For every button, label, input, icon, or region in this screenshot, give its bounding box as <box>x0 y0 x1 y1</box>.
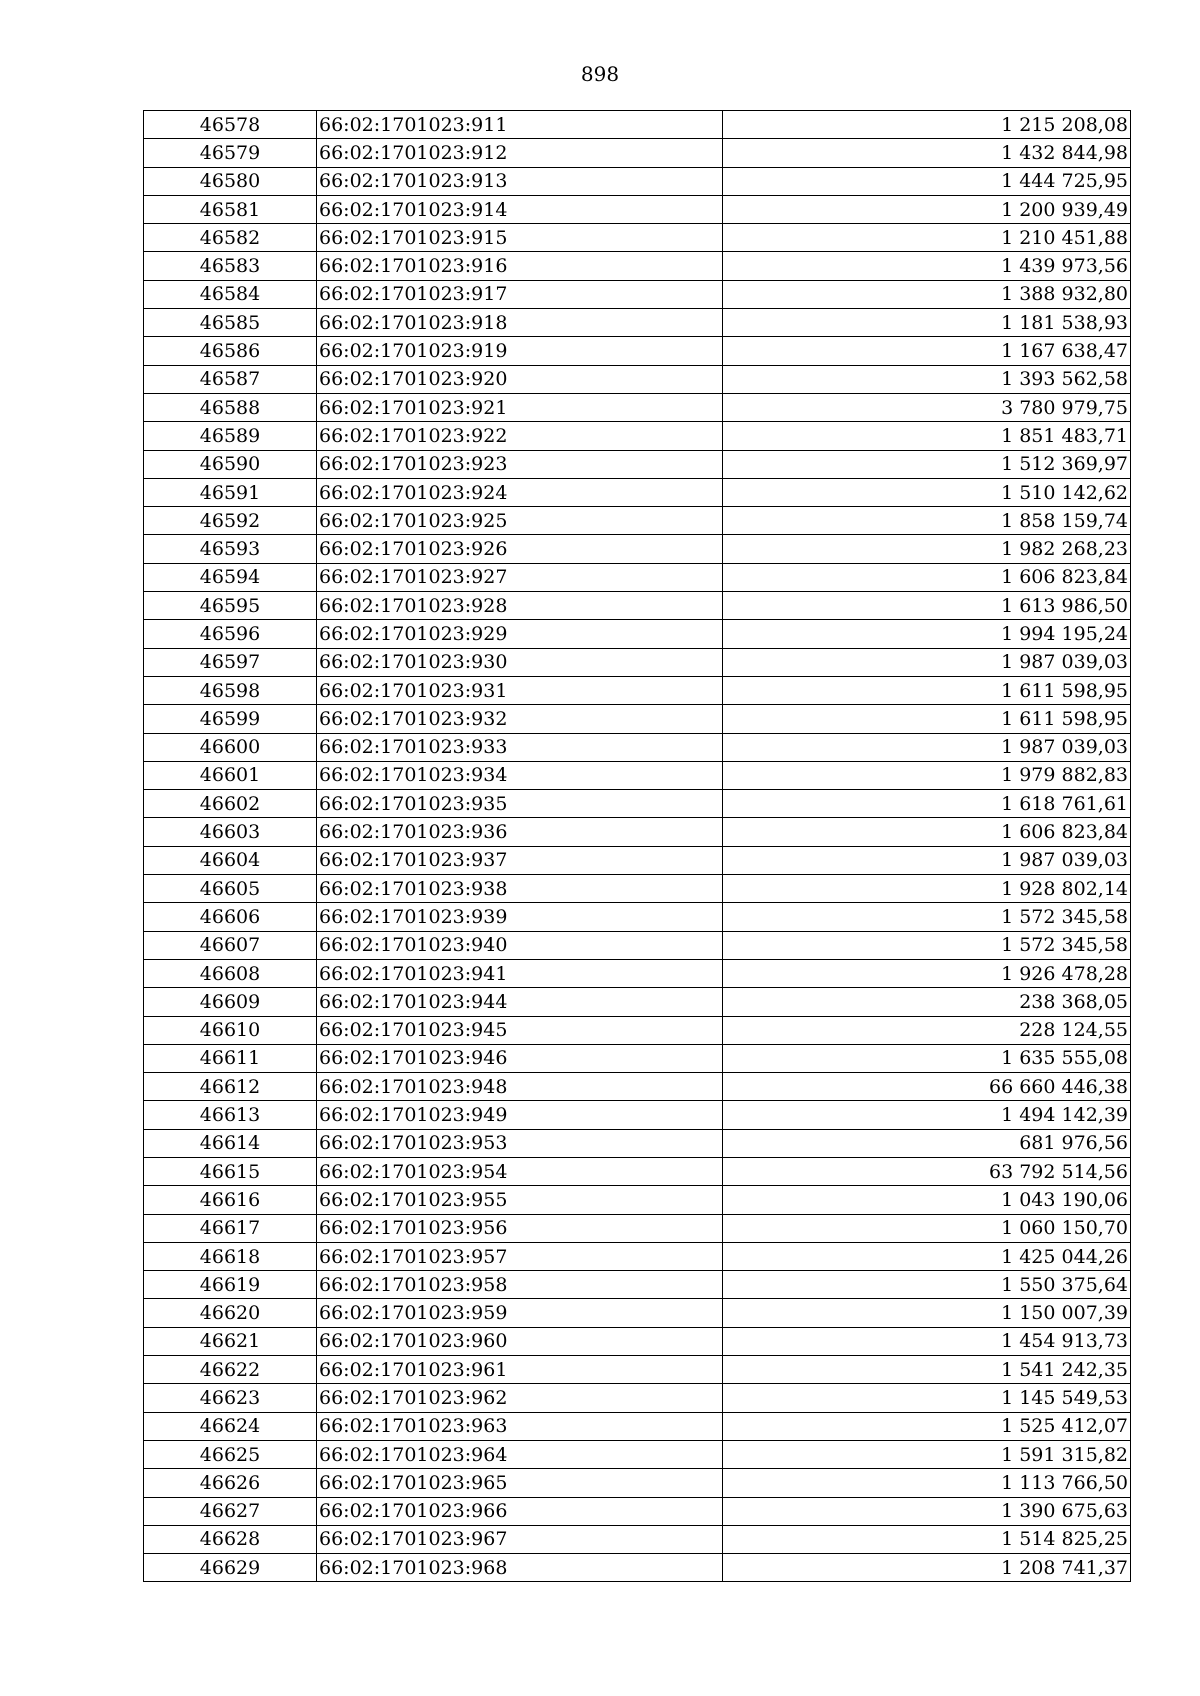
row-number-cell: 46580 <box>144 167 317 195</box>
cadastral-number-cell: 66:02:1701023:949 <box>317 1101 723 1129</box>
row-number-cell: 46622 <box>144 1356 317 1384</box>
cadastral-value-cell: 1 606 823,84 <box>723 563 1131 591</box>
table-row <box>144 903 1131 931</box>
row-number-cell: 46585 <box>144 309 317 337</box>
cadastral-value-cell: 63 792 514,56 <box>723 1157 1131 1185</box>
row-number-cell: 46626 <box>144 1469 317 1497</box>
table-row <box>144 875 1131 903</box>
cadastral-number-cell: 66:02:1701023:962 <box>317 1384 723 1412</box>
row-number-cell: 46607 <box>144 931 317 959</box>
cadastral-number-cell: 66:02:1701023:958 <box>317 1271 723 1299</box>
row-number-cell: 46586 <box>144 337 317 365</box>
cadastral-number-cell: 66:02:1701023:935 <box>317 790 723 818</box>
cadastral-value-cell: 1 613 986,50 <box>723 592 1131 620</box>
table-row <box>144 1044 1131 1072</box>
row-number-cell: 46628 <box>144 1525 317 1553</box>
row-number-cell: 46620 <box>144 1299 317 1327</box>
table-row <box>144 761 1131 789</box>
cadastral-number-cell: 66:02:1701023:919 <box>317 337 723 365</box>
cadastral-number-cell: 66:02:1701023:939 <box>317 903 723 931</box>
table-row <box>144 1129 1131 1157</box>
row-number-cell: 46595 <box>144 592 317 620</box>
cadastral-value-cell: 1 994 195,24 <box>723 620 1131 648</box>
table-row <box>144 790 1131 818</box>
cadastral-number-cell: 66:02:1701023:913 <box>317 167 723 195</box>
row-number-cell: 46617 <box>144 1214 317 1242</box>
cadastral-number-cell: 66:02:1701023:945 <box>317 1016 723 1044</box>
cadastral-number-cell: 66:02:1701023:941 <box>317 959 723 987</box>
row-number-cell: 46606 <box>144 903 317 931</box>
cadastral-value-cell: 1 215 208,08 <box>723 111 1131 139</box>
table-row <box>144 733 1131 761</box>
cadastral-value-cell: 1 167 638,47 <box>723 337 1131 365</box>
cadastral-value-cell: 1 618 761,61 <box>723 790 1131 818</box>
cadastral-value-cell: 681 976,56 <box>723 1129 1131 1157</box>
cadastral-value-cell: 1 591 315,82 <box>723 1440 1131 1468</box>
row-number-cell: 46621 <box>144 1327 317 1355</box>
table-row <box>144 167 1131 195</box>
table-row <box>144 1299 1131 1327</box>
cadastral-value-cell: 1 611 598,95 <box>723 705 1131 733</box>
cadastral-value-cell: 1 388 932,80 <box>723 280 1131 308</box>
cadastral-number-cell: 66:02:1701023:938 <box>317 875 723 903</box>
table-row <box>144 988 1131 1016</box>
table-row <box>144 1242 1131 1270</box>
row-number-cell: 46629 <box>144 1554 317 1582</box>
row-number-cell: 46601 <box>144 761 317 789</box>
row-number-cell: 46611 <box>144 1044 317 1072</box>
row-number-cell: 46615 <box>144 1157 317 1185</box>
table-row <box>144 1271 1131 1299</box>
cadastral-number-cell: 66:02:1701023:964 <box>317 1440 723 1468</box>
cadastral-number-cell: 66:02:1701023:953 <box>317 1129 723 1157</box>
row-number-cell: 46624 <box>144 1412 317 1440</box>
table-row <box>144 1412 1131 1440</box>
table-row <box>144 309 1131 337</box>
table-row <box>144 1327 1131 1355</box>
table-row <box>144 1469 1131 1497</box>
row-number-cell: 46616 <box>144 1186 317 1214</box>
cadastral-value-cell: 1 928 802,14 <box>723 875 1131 903</box>
table-row <box>144 1356 1131 1384</box>
cadastral-number-cell: 66:02:1701023:944 <box>317 988 723 1016</box>
table-row <box>144 846 1131 874</box>
row-number-cell: 46591 <box>144 478 317 506</box>
cadastral-number-cell: 66:02:1701023:940 <box>317 931 723 959</box>
cadastral-value-cell: 1 851 483,71 <box>723 422 1131 450</box>
cadastral-number-cell: 66:02:1701023:932 <box>317 705 723 733</box>
cadastral-value-cell: 238 368,05 <box>723 988 1131 1016</box>
cadastral-value-cell: 1 444 725,95 <box>723 167 1131 195</box>
table-row <box>144 818 1131 846</box>
cadastral-value-cell: 1 510 142,62 <box>723 478 1131 506</box>
row-number-cell: 46594 <box>144 563 317 591</box>
table-row <box>144 1554 1131 1582</box>
table-row <box>144 1525 1131 1553</box>
row-number-cell: 46598 <box>144 676 317 704</box>
row-number-cell: 46596 <box>144 620 317 648</box>
table-row <box>144 224 1131 252</box>
table-row <box>144 1497 1131 1525</box>
table-row <box>144 393 1131 421</box>
table-row <box>144 1016 1131 1044</box>
cadastral-value-cell: 1 432 844,98 <box>723 139 1131 167</box>
cadastral-value-cell: 1 145 549,53 <box>723 1384 1131 1412</box>
row-number-cell: 46603 <box>144 818 317 846</box>
cadastral-value-cell: 1 150 007,39 <box>723 1299 1131 1327</box>
cadastral-number-cell: 66:02:1701023:920 <box>317 365 723 393</box>
cadastral-value-cell: 1 043 190,06 <box>723 1186 1131 1214</box>
cadastral-number-cell: 66:02:1701023:923 <box>317 450 723 478</box>
cadastral-number-cell: 66:02:1701023:965 <box>317 1469 723 1497</box>
cadastral-value-cell: 1 425 044,26 <box>723 1242 1131 1270</box>
table-row <box>144 252 1131 280</box>
row-number-cell: 46609 <box>144 988 317 1016</box>
cadastral-number-cell: 66:02:1701023:960 <box>317 1327 723 1355</box>
row-number-cell: 46578 <box>144 111 317 139</box>
cadastral-number-cell: 66:02:1701023:917 <box>317 280 723 308</box>
row-number-cell: 46584 <box>144 280 317 308</box>
table-row <box>144 1214 1131 1242</box>
row-number-cell: 46605 <box>144 875 317 903</box>
table-row <box>144 365 1131 393</box>
cadastral-number-cell: 66:02:1701023:915 <box>317 224 723 252</box>
cadastral-number-cell: 66:02:1701023:928 <box>317 592 723 620</box>
cadastral-number-cell: 66:02:1701023:954 <box>317 1157 723 1185</box>
table-row <box>144 280 1131 308</box>
cadastral-number-cell: 66:02:1701023:956 <box>317 1214 723 1242</box>
cadastral-value-cell: 1 572 345,58 <box>723 931 1131 959</box>
cadastral-value-cell: 1 572 345,58 <box>723 903 1131 931</box>
table-row <box>144 1073 1131 1101</box>
cadastral-number-cell: 66:02:1701023:961 <box>317 1356 723 1384</box>
row-number-cell: 46602 <box>144 790 317 818</box>
table-row <box>144 507 1131 535</box>
table-row <box>144 111 1131 139</box>
row-number-cell: 46614 <box>144 1129 317 1157</box>
table-row <box>144 620 1131 648</box>
cadastral-value-cell: 1 113 766,50 <box>723 1469 1131 1497</box>
cadastral-value-cell: 1 987 039,03 <box>723 648 1131 676</box>
cadastral-number-cell: 66:02:1701023:914 <box>317 195 723 223</box>
cadastral-value-cell: 1 606 823,84 <box>723 818 1131 846</box>
cadastral-number-cell: 66:02:1701023:922 <box>317 422 723 450</box>
row-number-cell: 46587 <box>144 365 317 393</box>
cadastral-number-cell: 66:02:1701023:937 <box>317 846 723 874</box>
row-number-cell: 46593 <box>144 535 317 563</box>
cadastral-number-cell: 66:02:1701023:929 <box>317 620 723 648</box>
cadastral-value-table <box>143 110 1131 1582</box>
table-body <box>144 111 1131 1582</box>
row-number-cell: 46588 <box>144 393 317 421</box>
table-row <box>144 478 1131 506</box>
row-number-cell: 46608 <box>144 959 317 987</box>
table-row <box>144 535 1131 563</box>
cadastral-number-cell: 66:02:1701023:924 <box>317 478 723 506</box>
table-row <box>144 676 1131 704</box>
cadastral-number-cell: 66:02:1701023:948 <box>317 1073 723 1101</box>
table-row <box>144 1384 1131 1412</box>
row-number-cell: 46604 <box>144 846 317 874</box>
cadastral-value-cell: 1 611 598,95 <box>723 676 1131 704</box>
cadastral-value-cell: 1 512 369,97 <box>723 450 1131 478</box>
row-number-cell: 46581 <box>144 195 317 223</box>
cadastral-value-cell: 1 987 039,03 <box>723 733 1131 761</box>
row-number-cell: 46600 <box>144 733 317 761</box>
cadastral-value-cell: 1 541 242,35 <box>723 1356 1131 1384</box>
row-number-cell: 46623 <box>144 1384 317 1412</box>
row-number-cell: 46582 <box>144 224 317 252</box>
row-number-cell: 46618 <box>144 1242 317 1270</box>
cadastral-number-cell: 66:02:1701023:968 <box>317 1554 723 1582</box>
row-number-cell: 46592 <box>144 507 317 535</box>
cadastral-value-cell: 1 390 675,63 <box>723 1497 1131 1525</box>
cadastral-number-cell: 66:02:1701023:918 <box>317 309 723 337</box>
cadastral-value-cell: 1 181 538,93 <box>723 309 1131 337</box>
cadastral-number-cell: 66:02:1701023:966 <box>317 1497 723 1525</box>
cadastral-number-cell: 66:02:1701023:946 <box>317 1044 723 1072</box>
table-row <box>144 959 1131 987</box>
table-row <box>144 195 1131 223</box>
table-row <box>144 592 1131 620</box>
row-number-cell: 46613 <box>144 1101 317 1129</box>
row-number-cell: 46625 <box>144 1440 317 1468</box>
row-number-cell: 46627 <box>144 1497 317 1525</box>
cadastral-number-cell: 66:02:1701023:936 <box>317 818 723 846</box>
row-number-cell: 46589 <box>144 422 317 450</box>
table-row <box>144 648 1131 676</box>
cadastral-value-cell: 66 660 446,38 <box>723 1073 1131 1101</box>
cadastral-number-cell: 66:02:1701023:930 <box>317 648 723 676</box>
cadastral-number-cell: 66:02:1701023:933 <box>317 733 723 761</box>
cadastral-number-cell: 66:02:1701023:912 <box>317 139 723 167</box>
row-number-cell: 46612 <box>144 1073 317 1101</box>
row-number-cell: 46599 <box>144 705 317 733</box>
cadastral-value-cell: 1 393 562,58 <box>723 365 1131 393</box>
table-row <box>144 705 1131 733</box>
cadastral-number-cell: 66:02:1701023:963 <box>317 1412 723 1440</box>
cadastral-value-cell: 1 208 741,37 <box>723 1554 1131 1582</box>
cadastral-value-cell: 1 858 159,74 <box>723 507 1131 535</box>
cadastral-value-cell: 1 982 268,23 <box>723 535 1131 563</box>
cadastral-value-cell: 1 060 150,70 <box>723 1214 1131 1242</box>
row-number-cell: 46590 <box>144 450 317 478</box>
cadastral-number-cell: 66:02:1701023:911 <box>317 111 723 139</box>
table-row <box>144 422 1131 450</box>
table-row <box>144 931 1131 959</box>
cadastral-number-cell: 66:02:1701023:931 <box>317 676 723 704</box>
cadastral-value-cell: 1 200 939,49 <box>723 195 1131 223</box>
cadastral-number-cell: 66:02:1701023:921 <box>317 393 723 421</box>
cadastral-value-cell: 1 439 973,56 <box>723 252 1131 280</box>
cadastral-number-cell: 66:02:1701023:957 <box>317 1242 723 1270</box>
row-number-cell: 46610 <box>144 1016 317 1044</box>
cadastral-value-cell: 1 525 412,07 <box>723 1412 1131 1440</box>
table-row <box>144 450 1131 478</box>
row-number-cell: 46579 <box>144 139 317 167</box>
cadastral-value-cell: 1 635 555,08 <box>723 1044 1131 1072</box>
cadastral-number-cell: 66:02:1701023:934 <box>317 761 723 789</box>
table-row <box>144 1157 1131 1185</box>
cadastral-number-cell: 66:02:1701023:967 <box>317 1525 723 1553</box>
cadastral-number-cell: 66:02:1701023:926 <box>317 535 723 563</box>
table-row <box>144 337 1131 365</box>
page-number: 898 <box>580 62 620 86</box>
cadastral-number-cell: 66:02:1701023:925 <box>317 507 723 535</box>
table-row <box>144 1101 1131 1129</box>
table-row <box>144 139 1131 167</box>
cadastral-number-cell: 66:02:1701023:955 <box>317 1186 723 1214</box>
cadastral-value-cell: 1 514 825,25 <box>723 1525 1131 1553</box>
row-number-cell: 46583 <box>144 252 317 280</box>
cadastral-value-cell: 1 979 882,83 <box>723 761 1131 789</box>
row-number-cell: 46619 <box>144 1271 317 1299</box>
cadastral-value-cell: 228 124,55 <box>723 1016 1131 1044</box>
cadastral-value-cell: 1 550 375,64 <box>723 1271 1131 1299</box>
cadastral-value-cell: 3 780 979,75 <box>723 393 1131 421</box>
cadastral-number-cell: 66:02:1701023:916 <box>317 252 723 280</box>
row-number-cell: 46597 <box>144 648 317 676</box>
cadastral-value-cell: 1 494 142,39 <box>723 1101 1131 1129</box>
cadastral-number-cell: 66:02:1701023:927 <box>317 563 723 591</box>
cadastral-value-cell: 1 210 451,88 <box>723 224 1131 252</box>
cadastral-value-cell: 1 926 478,28 <box>723 959 1131 987</box>
cadastral-value-cell: 1 454 913,73 <box>723 1327 1131 1355</box>
table-row <box>144 1186 1131 1214</box>
cadastral-value-cell: 1 987 039,03 <box>723 846 1131 874</box>
table-row <box>144 563 1131 591</box>
table-row <box>144 1440 1131 1468</box>
cadastral-number-cell: 66:02:1701023:959 <box>317 1299 723 1327</box>
